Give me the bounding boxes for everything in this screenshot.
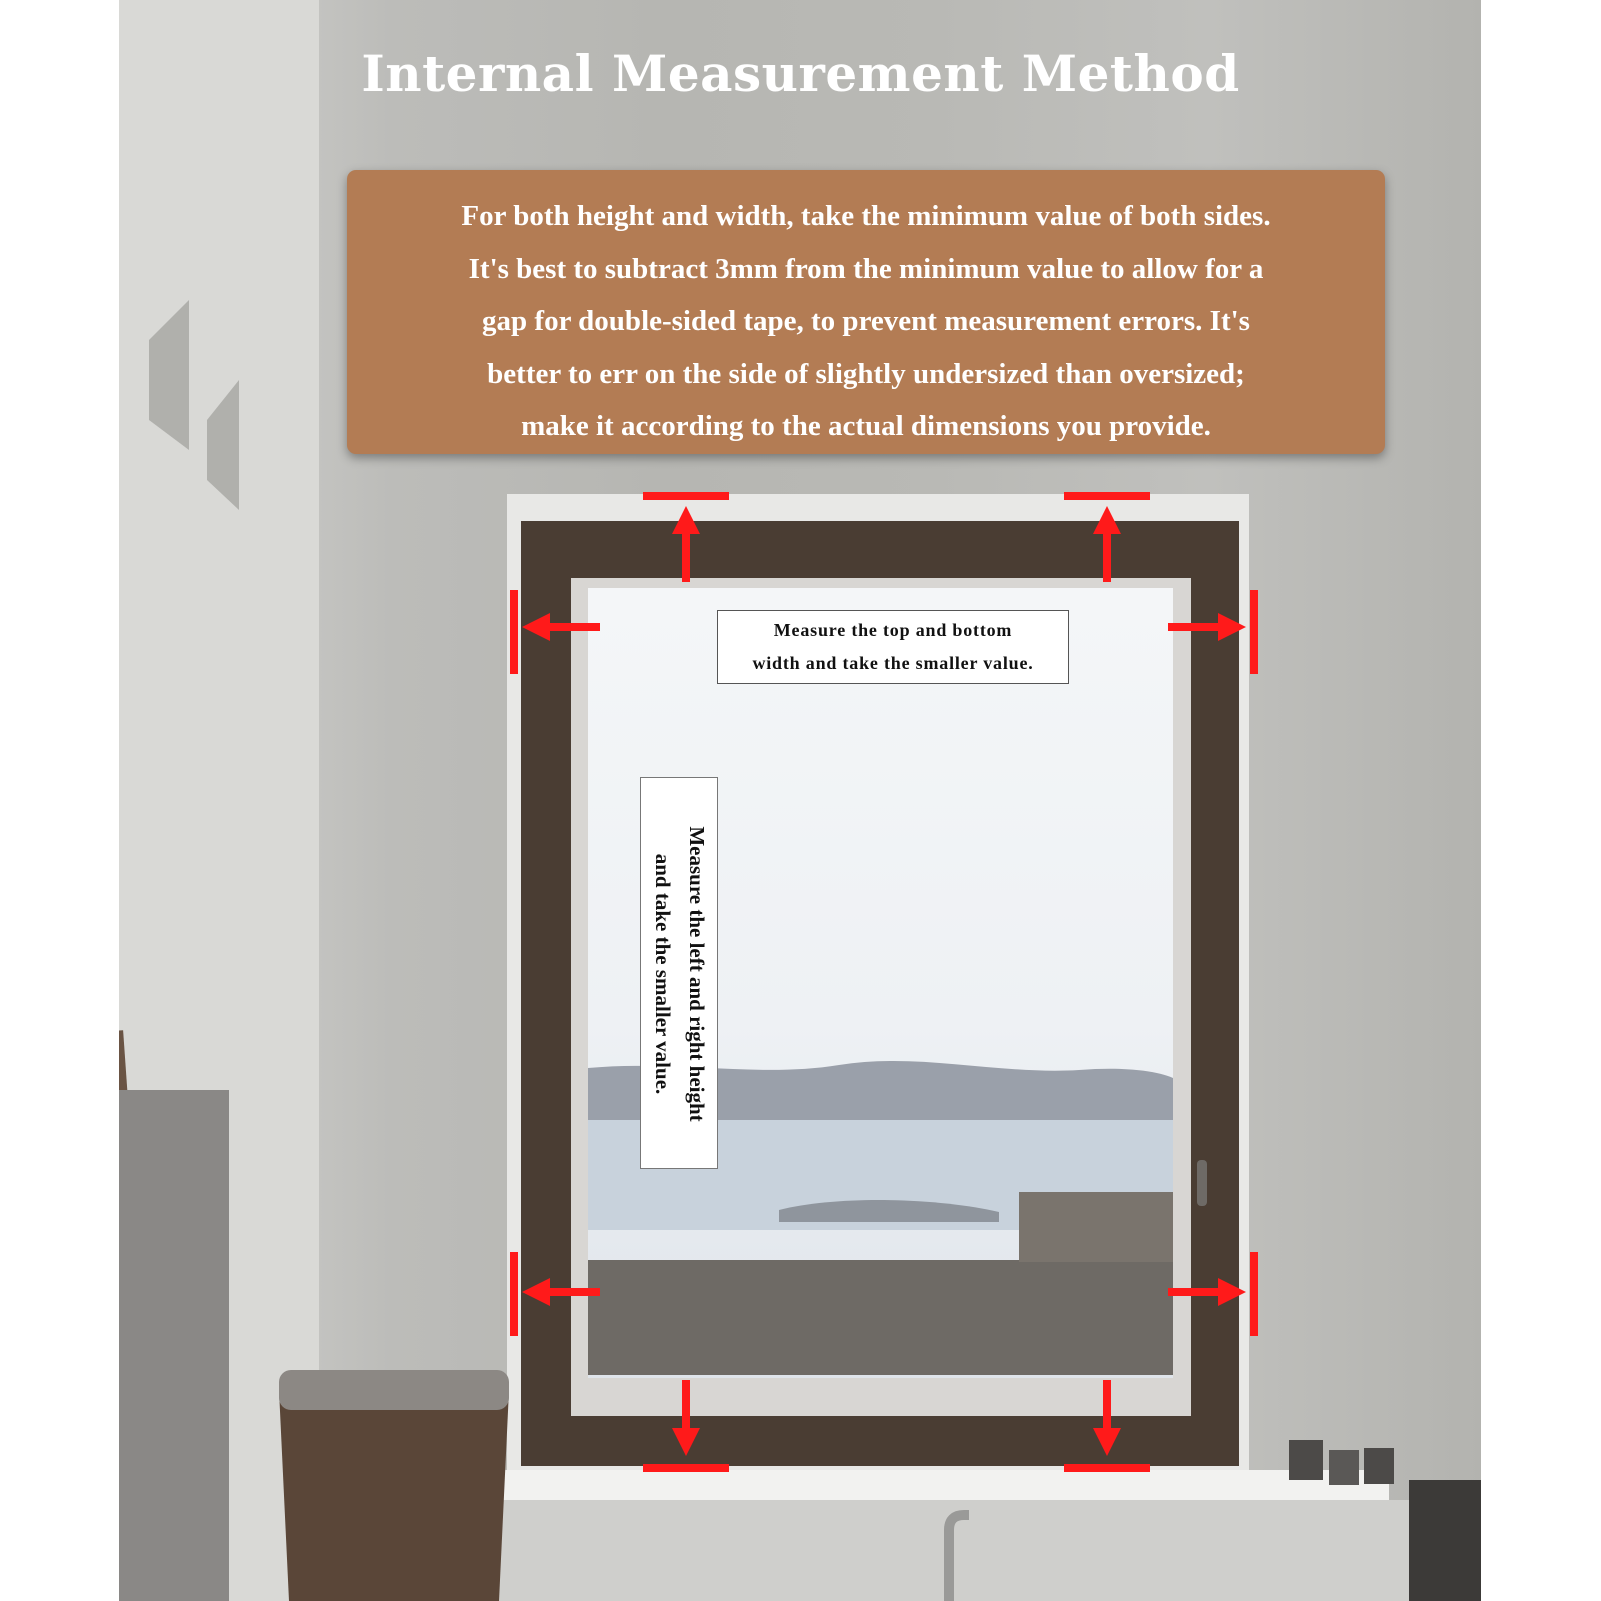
instruction-text bbox=[347, 190, 1385, 453]
height-label-line: Measure the left and right height bbox=[685, 826, 709, 1122]
arrow-up-icon bbox=[672, 506, 700, 582]
instruction-note bbox=[347, 170, 1385, 454]
arrow-right-icon bbox=[1168, 613, 1246, 641]
right-top-bar bbox=[1250, 590, 1258, 674]
top-right-bar bbox=[1064, 492, 1150, 500]
instruction-line: It's best to subtract 3mm from the minimum value to allow for a bbox=[468, 252, 1264, 285]
width-label bbox=[717, 610, 1069, 684]
top-left-bar bbox=[643, 492, 729, 500]
arrow-right-icon bbox=[1168, 1278, 1246, 1306]
page-title: Internal Measurement Method bbox=[361, 44, 1240, 103]
left-bottom-bar bbox=[510, 1252, 518, 1336]
instruction-line: make it according to the actual dimensions you provide. bbox=[521, 410, 1211, 442]
instruction-line: For both height and width, take the minimum value of both sides. bbox=[461, 200, 1271, 232]
bottom-left-bar bbox=[643, 1464, 729, 1472]
height-label-line: and take the smaller value. bbox=[651, 853, 675, 1095]
instruction-line: better to err on the side of slightly undersized than oversized; bbox=[487, 357, 1245, 390]
arrow-down-icon bbox=[672, 1380, 700, 1456]
right-bottom-bar bbox=[1250, 1252, 1258, 1336]
arrow-down-icon bbox=[1093, 1380, 1121, 1456]
height-label-text bbox=[641, 778, 718, 1169]
bottom-right-bar bbox=[1064, 1464, 1150, 1472]
arrow-left-icon bbox=[522, 1278, 600, 1306]
height-label bbox=[640, 777, 718, 1169]
arrow-left-icon bbox=[522, 613, 600, 641]
width-label-line: Measure the top and bottom bbox=[773, 620, 1013, 640]
arrow-up-icon bbox=[1093, 506, 1121, 582]
left-top-bar bbox=[510, 590, 518, 674]
width-label-line: width and take the smaller value. bbox=[752, 653, 1034, 673]
instruction-line: gap for double-sided tape, to prevent measurement errors. It's bbox=[482, 305, 1250, 337]
